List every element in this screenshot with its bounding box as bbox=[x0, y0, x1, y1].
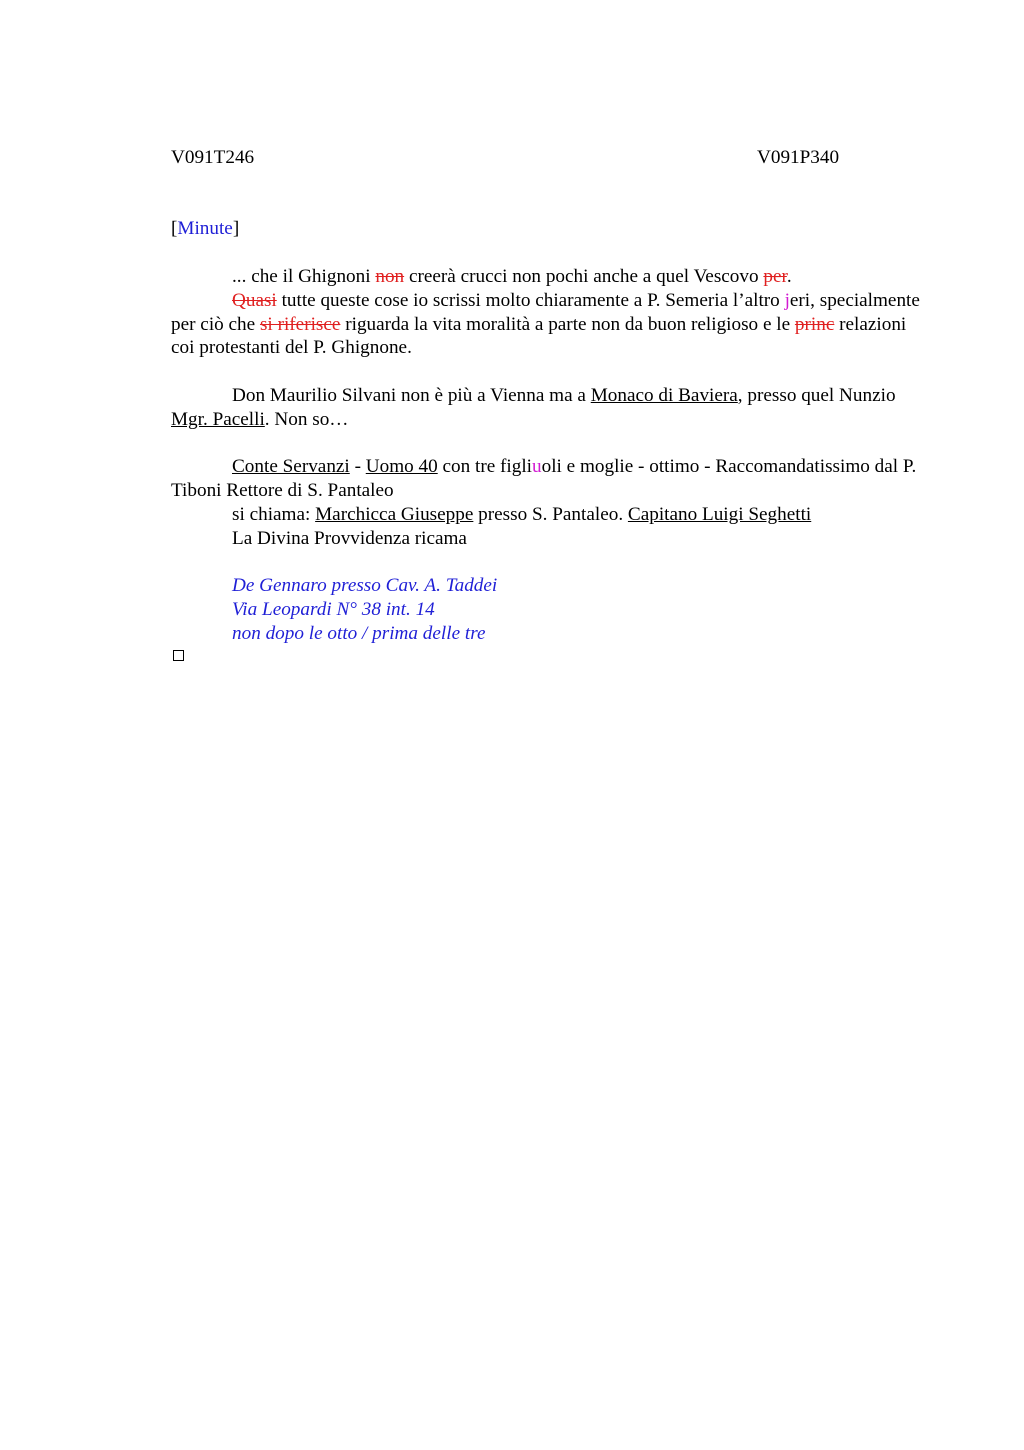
inserted-text: j bbox=[784, 289, 790, 311]
bracket-open: [ bbox=[171, 218, 178, 239]
paragraph-gap bbox=[171, 432, 926, 456]
section-label-text: Minute bbox=[177, 218, 233, 239]
underlined-text: Monaco di Baviera bbox=[590, 384, 738, 406]
bracket-close: ] bbox=[232, 218, 240, 239]
text-run: ... che il Ghignoni bbox=[232, 266, 376, 287]
text-run: tutte queste cose io scrissi molto chiaramente a P. Semeria l’altro bbox=[276, 289, 785, 311]
address-line-2: Via Leopardi N° 38 int. 14 bbox=[232, 599, 435, 621]
text-run: si chiama: bbox=[232, 503, 316, 525]
text-run: con tre figli bbox=[437, 456, 533, 478]
paragraph-5 bbox=[171, 503, 926, 527]
text-run: . bbox=[786, 266, 792, 287]
letter-body bbox=[171, 265, 926, 646]
deleted-text: princ bbox=[794, 313, 835, 335]
deleted-text: non bbox=[375, 266, 405, 287]
paragraph-1 bbox=[171, 265, 926, 289]
text-run: , presso quel Nunzio bbox=[737, 384, 896, 406]
section-label bbox=[171, 217, 239, 241]
underlined-text: Capitano Luigi Seghetti bbox=[627, 503, 812, 525]
paragraph-gap bbox=[171, 360, 926, 384]
address-line-3: non dopo le otto / prima delle tre bbox=[232, 622, 486, 644]
text-run: riguarda la vita moralità a parte non da buon religioso e le bbox=[340, 313, 795, 335]
underlined-text: Marchicca Giuseppe bbox=[315, 503, 474, 525]
paragraph-4 bbox=[171, 455, 926, 503]
paragraph-gap bbox=[171, 551, 926, 575]
address-line-1: De Gennaro presso Cav. A. Taddei bbox=[232, 575, 498, 597]
text-run: creerà crucci non pochi anche a quel Vescovo bbox=[404, 266, 764, 287]
text-run: presso S. Pantaleo. bbox=[473, 503, 628, 525]
underlined-text: Conte Servanzi bbox=[232, 456, 350, 478]
text-run: relazioni coi protestanti del P. Ghignone. bbox=[171, 313, 907, 359]
underlined-text: Mgr. Pacelli bbox=[171, 408, 265, 430]
paragraph-2 bbox=[171, 289, 926, 360]
document-code-left: V091T246 bbox=[171, 147, 255, 168]
underlined-text: Uomo 40 bbox=[365, 456, 438, 478]
text-run: - bbox=[349, 456, 366, 478]
text-run: Don Maurilio Silvani non è più a Vienna ma a bbox=[232, 384, 591, 406]
deleted-text: per bbox=[763, 266, 787, 287]
text-run: . Non so… bbox=[264, 408, 349, 430]
paragraph-3 bbox=[171, 384, 926, 432]
text-run: eri, specialmente per ciò che bbox=[171, 289, 920, 335]
deleted-text: Quasi bbox=[232, 289, 277, 311]
paragraph-6: La Divina Provvidenza ricama bbox=[232, 527, 467, 549]
text-run: oli e moglie - ottimo - Raccomandatissimo dal P. Tiboni Rettore di S. Pantaleo bbox=[171, 456, 917, 502]
deleted-text: si riferisce bbox=[259, 313, 341, 335]
document-code-right: V091P340 bbox=[757, 147, 840, 168]
end-of-document-box-icon bbox=[173, 650, 184, 661]
inserted-text: u bbox=[532, 456, 542, 478]
